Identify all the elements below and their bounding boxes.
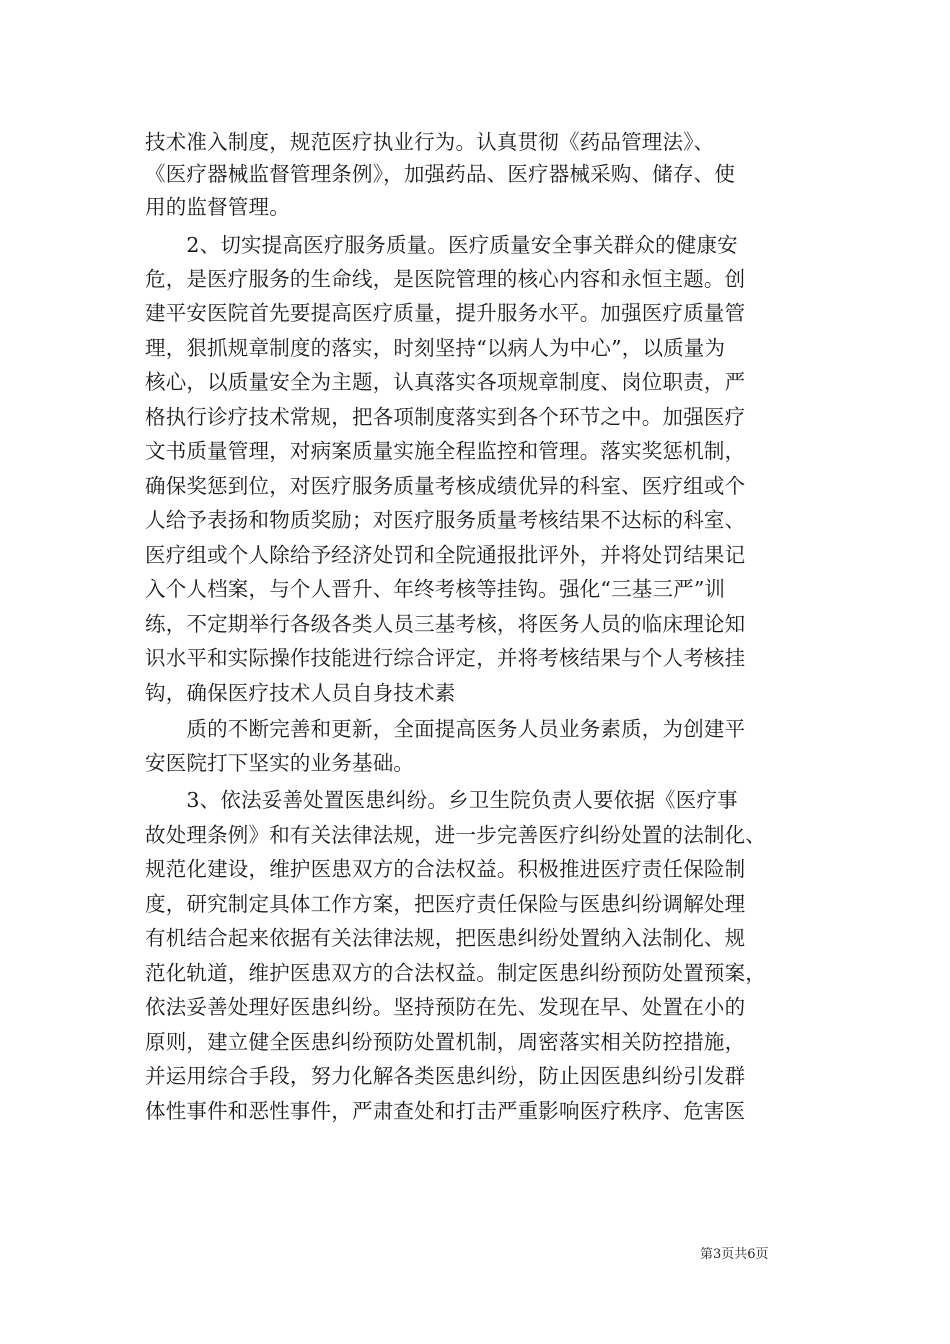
text-line: 建平安医院首先要提高医疗质量，提升服务水平。加强医疗质量管 (145, 301, 746, 325)
page-number: 第3页共6页 (700, 1247, 769, 1262)
text-line: 度，研究制定具体工作方案，把医疗责任保险与医患纠纷调解处理 (145, 892, 746, 916)
text-line: 确保奖惩到位，对医疗服务质量考核成绩优异的科室、医疗组或个 (145, 474, 746, 498)
text-line: 故处理条例》和有关法律法规，进一步完善医疗纠纷处置的法制化、 (145, 823, 766, 847)
text-line: 入个人档案，与个人晋升、年终考核等挂钩。强化“三基三严”训 (145, 577, 726, 601)
text-line: 钩，确保医疗技术人员自身技术素 (145, 681, 456, 705)
text-line: 技术准入制度，规范医疗执业行为。认真贯彻《药品管理法》、 (145, 130, 715, 154)
text-line: 并运用综合手段，努力化解各类医患纠纷，防止因医患纠纷引发群 (145, 1064, 746, 1088)
text-line: 人给予表扬和物质奖励；对医疗服务质量考核结果不达标的科室、 (145, 508, 746, 532)
text-line: 依法妥善处理好医患纠纷。坚持预防在先、发现在早、处置在小的 (145, 995, 746, 1019)
text-line: 文书质量管理，对病案质量实施全程监控和管理。落实奖惩机制， (145, 439, 746, 463)
text-line: 3、依法妥善处置医患纠纷。乡卫生院负责人要依据《医疗事 (145, 788, 738, 812)
text-line: 安医院打下坚实的业务基础。 (145, 751, 415, 775)
text-line: 医疗组或个人除给予经济处罚和全院通报批评外，并将处罚结果记 (145, 543, 746, 567)
text-line: 《医疗器械监督管理条例》，加强药品、医疗器械采购、储存、使 (145, 162, 736, 186)
text-line: 体性事件和恶性事件，严肃查处和打击严重影响医疗秩序、危害医 (145, 1099, 746, 1123)
text-line: 核心，以质量安全为主题，认真落实各项规章制度、岗位职责，严 (145, 370, 746, 394)
text-line: 格执行诊疗技术常规，把各项制度落实到各个环节之中。加强医疗 (145, 405, 746, 429)
text-line: 范化轨道，维护医患双方的合法权益。制定医患纠纷预防处置预案， (145, 961, 766, 985)
text-line: 用的监督管理。 (145, 195, 290, 219)
text-line: 2、切实提高医疗服务质量。医疗质量安全事关群众的健康安 (145, 233, 738, 257)
text-line: 有机结合起来依据有关法律法规，把医患纠纷处置纳入法制化、规 (145, 926, 746, 950)
text-line: 规范化建设，维护医患双方的合法权益。积极推进医疗责任保险制 (145, 857, 746, 881)
text-line: 识水平和实际操作技能进行综合评定，并将考核结果与个人考核挂 (145, 646, 746, 670)
text-line: 危，是医疗服务的生命线，是医院管理的核心内容和永恒主题。创 (145, 267, 746, 291)
text-line: 练，不定期举行各级各类人员三基考核，将医务人员的临床理论知 (145, 612, 746, 636)
text-line: 原则，建立健全医患纠纷预防处置机制，周密落实相关防控措施， (145, 1030, 746, 1054)
text-line: 理，狠抓规章制度的落实，时刻坚持“以病人为中心”，以质量为 (145, 336, 726, 360)
text-line: 质的不断完善和更新，全面提高医务人员业务素质，为创建平 (145, 717, 746, 741)
